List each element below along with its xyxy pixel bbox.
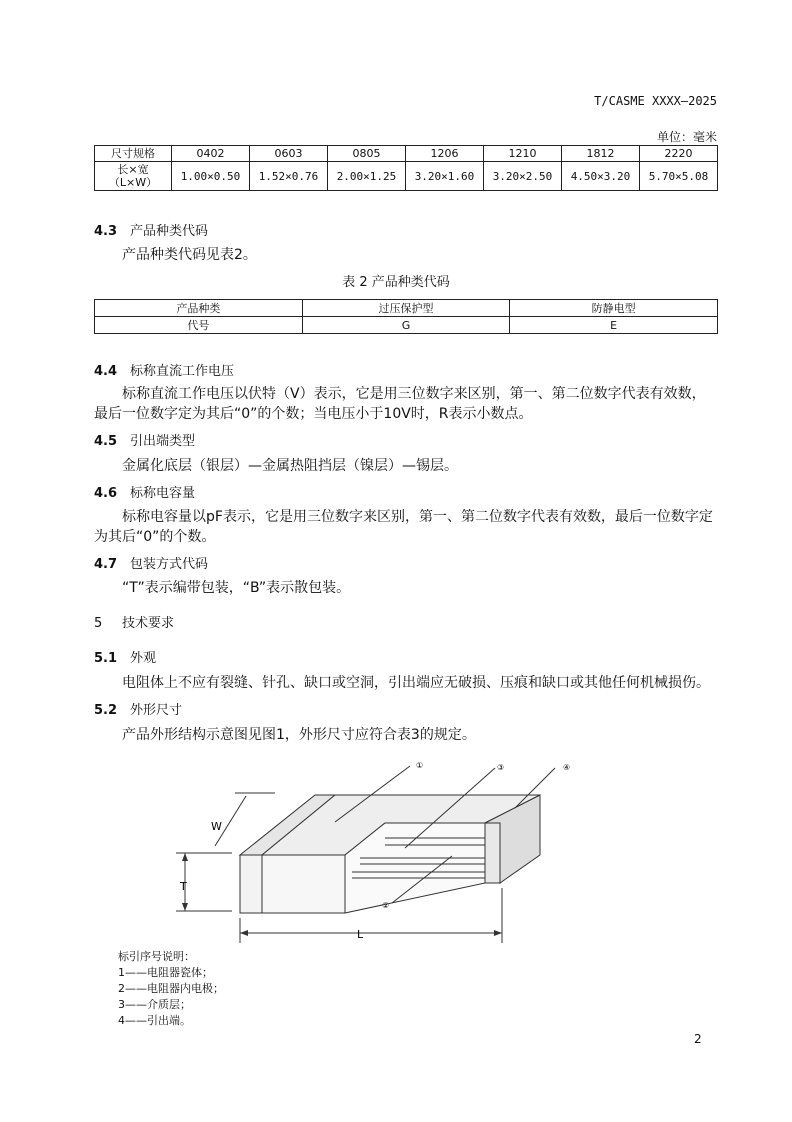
table-cell: 2.00×1.25 xyxy=(328,162,406,191)
table-cell: 5.70×5.08 xyxy=(640,162,718,191)
table-cell: 1210 xyxy=(484,146,562,162)
legend-item: 2——电阻器内电极； xyxy=(118,982,224,995)
row-label-line2: （L×W） xyxy=(108,176,158,189)
section-4-5-body: 金属化底层（银层）—金属热阻挡层（镍层）—锡层。 xyxy=(122,458,458,474)
table-cell: 1.00×0.50 xyxy=(172,162,250,191)
section-4-6-body: 标称电容量以pF表示，它是用三位数字来区别，第一、第二位数字代表有效数，最后一位数字定为其后“0”的个数。 xyxy=(94,509,713,545)
section-4-4-body: 标称直流工作电压以伏特（V）表示，它是用三位数字来区别，第一、第二位数字代表有效数，最后一位数字定为其后“0”的个数；当电压小于10V时，R表示小数点。 xyxy=(94,386,706,422)
section-4-7-heading: 4.7 包装方式代码 xyxy=(94,557,209,572)
resistor-body-drawing xyxy=(176,766,555,943)
table-cell: G xyxy=(302,317,510,334)
legend-title: 标引序号说明： xyxy=(118,950,195,963)
table-cell: 防静电型 xyxy=(510,300,718,317)
table-cell: E xyxy=(510,317,718,334)
section-4-3-body: 产品种类代码见表2。 xyxy=(122,247,257,263)
table-cell: 2220 xyxy=(640,146,718,162)
table-cell: 1.52×0.76 xyxy=(250,162,328,191)
legend-item: 1——电阻器瓷体； xyxy=(118,966,213,979)
section-4-5-heading: 4.5 引出端类型 xyxy=(94,434,196,449)
table-cell: 3.20×1.60 xyxy=(406,162,484,191)
table-cell: 0603 xyxy=(250,146,328,162)
row-label-line1: 长×宽 xyxy=(117,163,149,176)
unit-label: 单位：毫米 xyxy=(656,130,717,144)
table2-caption: 表 2 产品种类代码 xyxy=(342,275,450,290)
section-4-6-heading: 4.6 标称电容量 xyxy=(94,486,196,501)
table-cell: 代号 xyxy=(95,317,303,334)
table-cell: 0805 xyxy=(328,146,406,162)
section-5-1-heading: 5.1 外观 xyxy=(94,651,157,666)
section-5-2-heading: 5.2 外形尺寸 xyxy=(94,703,183,718)
callout-3: ③ xyxy=(497,763,505,772)
section-5-2-body: 产品外形结构示意图见图1，外形尺寸应符合表3的规定。 xyxy=(122,727,476,743)
section-4-3-heading: 4.3 产品种类代码 xyxy=(94,224,209,239)
dimension-l-label: L xyxy=(357,928,364,941)
table-cell: 1206 xyxy=(406,146,484,162)
callout-1: ① xyxy=(416,761,424,770)
page-number: 2 xyxy=(694,1032,702,1046)
table-cell: 过压保护型 xyxy=(302,300,510,317)
doc-id: T/CASME XXXX—2025 xyxy=(594,94,717,108)
legend-item: 4——引出端。 xyxy=(118,1014,191,1027)
dimension-t-label: T xyxy=(180,880,187,893)
table-cell: 0402 xyxy=(172,146,250,162)
section-5-1-body: 电阻体上不应有裂缝、针孔、缺口或空洞，引出端应无破损、压痕和缺口或其他任何机械损伤。 xyxy=(122,675,710,691)
dimension-w-label: W xyxy=(211,820,222,833)
table-cell: 产品种类 xyxy=(95,300,303,317)
figure-legend xyxy=(118,949,224,1029)
section-4-4-heading: 4.4 标称直流工作电压 xyxy=(94,364,235,379)
table-cell: 4.50×3.20 xyxy=(562,162,640,191)
table-cell: 尺寸规格 xyxy=(95,146,172,162)
table-cell: 3.20×2.50 xyxy=(484,162,562,191)
callout-4: ④ xyxy=(563,763,571,772)
callout-2: ② xyxy=(382,901,390,910)
legend-item: 3——介质层； xyxy=(118,998,191,1011)
section-5-heading: 5 技术要求 xyxy=(94,616,175,631)
table-cell: 1812 xyxy=(562,146,640,162)
section-4-7-body: “T”表示编带包装，“B”表示散包装。 xyxy=(122,580,351,596)
